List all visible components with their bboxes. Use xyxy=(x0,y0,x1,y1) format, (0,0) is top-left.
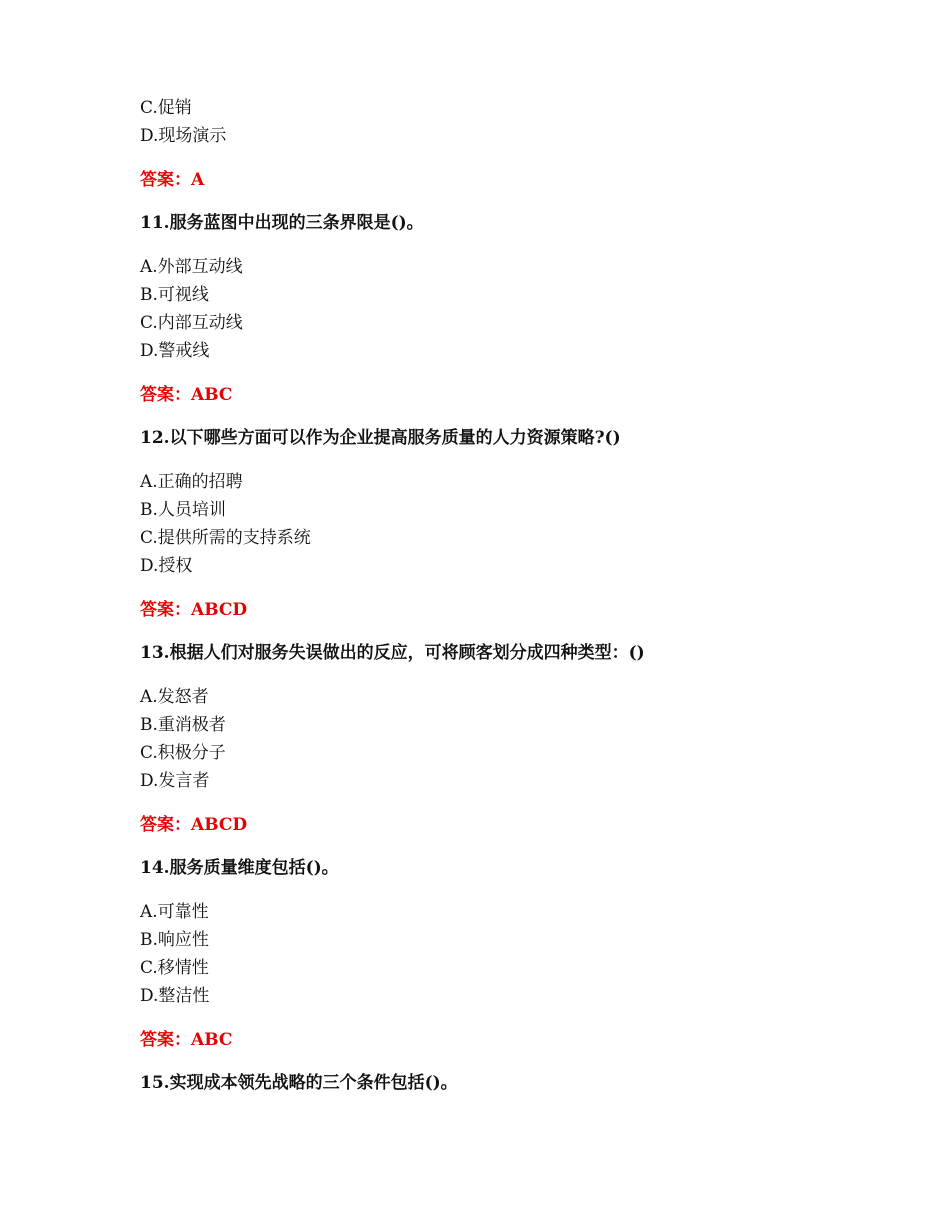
option-b: B.响应性 xyxy=(140,930,209,950)
question-title: 11.服务蓝图中出现的三条界限是()。 xyxy=(140,213,424,233)
option-c: C.移情性 xyxy=(140,958,209,978)
question-title: 14.服务质量维度包括()。 xyxy=(140,858,339,878)
question-title: 15.实现成本领先战略的三个条件包括()。 xyxy=(140,1073,458,1093)
option-c: C.积极分子 xyxy=(140,743,226,763)
option-a: A.可靠性 xyxy=(140,902,209,922)
option-d: D.整洁性 xyxy=(140,986,210,1006)
option-a: A.正确的招聘 xyxy=(140,472,243,492)
answer-label: 答案：ABCD xyxy=(140,815,248,835)
option-d: D.警戒线 xyxy=(140,341,210,361)
question-title: 13.根据人们对服务失误做出的反应，可将顾客划分成四种类型：() xyxy=(140,643,645,663)
question-title: 12.以下哪些方面可以作为企业提高服务质量的人力资源策略?() xyxy=(140,428,621,448)
option-c: C.提供所需的支持系统 xyxy=(140,528,311,548)
option-b: B.可视线 xyxy=(140,285,209,305)
answer-label: 答案：ABCD xyxy=(140,600,248,620)
option-a: A.外部互动线 xyxy=(140,257,243,277)
answer-label: 答案：A xyxy=(140,170,205,190)
option-c: C.促销 xyxy=(140,98,192,118)
option-b: B.人员培训 xyxy=(140,500,226,520)
option-d: D.发言者 xyxy=(140,771,210,791)
answer-label: 答案：ABC xyxy=(140,1030,233,1050)
option-a: A.发怒者 xyxy=(140,687,209,707)
option-d: D.现场演示 xyxy=(140,126,227,146)
document-page xyxy=(140,94,840,1097)
option-c: C.内部互动线 xyxy=(140,313,243,333)
answer-label: 答案：ABC xyxy=(140,385,233,405)
option-b: B.重消极者 xyxy=(140,715,226,735)
option-d: D.授权 xyxy=(140,556,193,576)
